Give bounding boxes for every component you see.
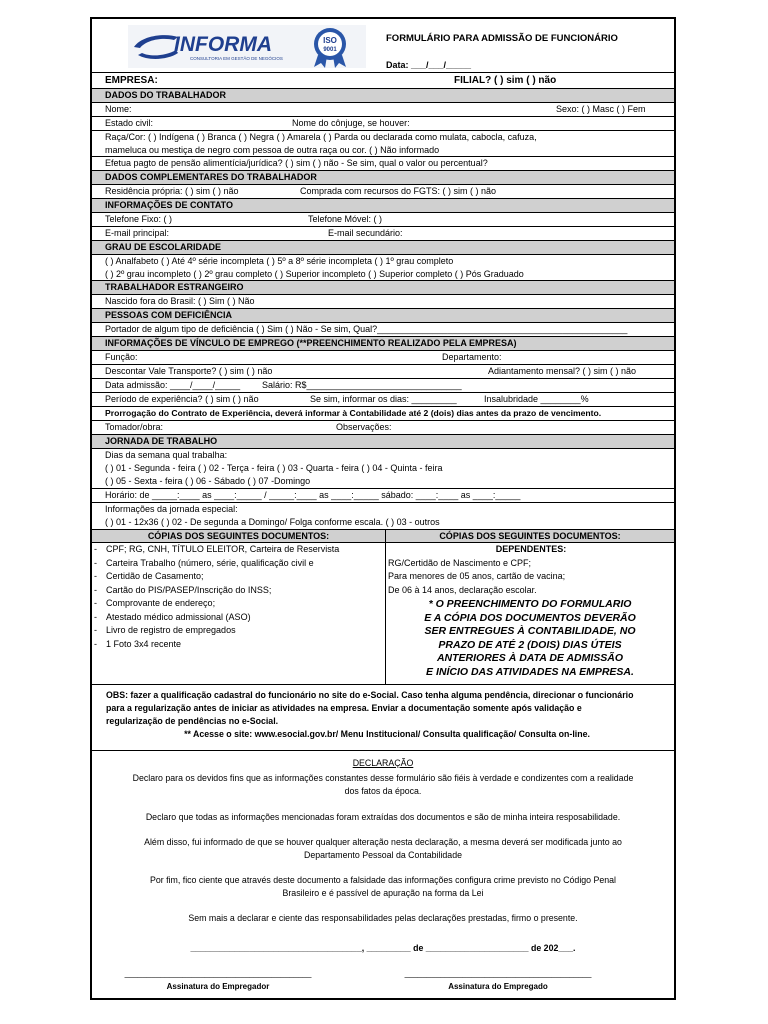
nascido-fora-field[interactable]: Nascido fora do Brasil: ( ) Sim ( ) Não	[92, 295, 674, 309]
declaracao-p4b: Brasileiro e é passível de apuração na forma da Lei	[282, 888, 484, 898]
declaracao-block	[92, 751, 674, 1009]
signature-line-empregador: __________________________________________	[124, 969, 312, 978]
declaracao-p1b: dos fatos da época.	[344, 786, 422, 796]
local-data-field[interactable]: ___________________________________, _________ de _____________________ de 202___.	[190, 943, 576, 953]
obs-line-3: regularização de pendências no e-Social.	[106, 716, 279, 726]
experiencia-row	[92, 393, 674, 407]
admission-form	[90, 17, 676, 1000]
insalubridade-field[interactable]: Insalubridade ________%	[484, 394, 589, 404]
empresa-row	[92, 73, 674, 89]
residencia-field[interactable]: Residência própria: ( ) sim ( ) não	[105, 186, 239, 196]
seal-text: ISO	[323, 36, 337, 45]
form-header	[92, 19, 674, 73]
bullet-dash: -	[94, 625, 97, 635]
documento-item-text: CPF; RG, CNH, TÍTULO ELEITOR, Carteira de Reservista	[106, 544, 340, 554]
section-jornada: JORNADA DE TRABALHO	[92, 435, 674, 449]
section-dados-trabalhador: DADOS DO TRABALHADOR	[92, 89, 674, 103]
documento-item	[92, 638, 385, 652]
tomador-field[interactable]: Tomador/obra:	[105, 422, 164, 432]
section-dados-complementares: DADOS COMPLEMENTARES DO TRABALHADOR	[92, 171, 674, 185]
seal-number: 9001	[323, 47, 337, 53]
documentos-trabalhador	[92, 530, 386, 684]
vale-row	[92, 365, 674, 379]
dependentes-list	[386, 557, 674, 598]
notice-line: * O PREENCHIMENTO DO FORMULARIO	[428, 598, 632, 610]
signatures	[92, 969, 674, 1009]
dependente-item: De 06 à 14 anos, declaração escolar.	[388, 584, 537, 595]
obs-line-1: OBS: fazer a qualificação cadastral do funcionário no site do e-Social. Caso tenha alguma pendência, direcionar o funcionário	[106, 690, 634, 700]
bullet-dash: -	[94, 557, 97, 568]
section-contato: INFORMAÇÕES DE CONTATO	[92, 199, 674, 213]
form-title: FORMULÁRIO PARA ADMISSÃO DE FUNCIONÁRIO	[386, 33, 618, 44]
documento-item-text: Carteira Trabalho (número, série, qualificação civil e	[106, 557, 314, 568]
informa-logo	[128, 25, 366, 68]
data-admissao-field[interactable]: Data admissão: ____/____/_____	[105, 380, 241, 390]
bullet-dash: -	[94, 571, 97, 581]
documentos-right-title: CÓPIAS DOS SEGUINTES DOCUMENTOS:	[386, 530, 674, 543]
dias-experiencia-field[interactable]: Se sim, informar os dias: _________	[310, 394, 457, 404]
funcao-field[interactable]: Função:	[105, 352, 138, 362]
date-field[interactable]: Data: ___/___/_____	[386, 60, 472, 70]
declaracao-p1a: Declaro para os devidos fins que as informações constantes desse formulário são fiéis à verdade e condizentes com a realidade	[132, 773, 634, 783]
documento-item	[92, 611, 385, 625]
signature-empregado[interactable]	[390, 969, 606, 991]
obs-block	[92, 685, 674, 751]
salario-field[interactable]: Salário: R$_______________________________	[262, 380, 462, 390]
dias-semana-label: Dias da semana qual trabalha:	[105, 450, 228, 460]
documento-item	[92, 543, 385, 557]
bullet-dash: -	[94, 584, 97, 595]
signature-label-empregador: Assinatura do Empregador	[166, 982, 270, 991]
raca-line-2: mameluca ou mestiça de negro com pessoa de outra raça ou cor. ( ) Não informado	[105, 144, 440, 155]
nome-field[interactable]: Nome:	[105, 104, 132, 114]
bullet-dash: -	[94, 598, 97, 608]
section-estrangeiro: TRABALHADOR ESTRANGEIRO	[92, 281, 674, 295]
bullet-dash: -	[94, 611, 97, 622]
declaracao-p4a: Por fim, fico ciente que através deste documento a falsidade das informações configura crime previsto no Código Penal	[150, 875, 616, 885]
documento-item	[92, 570, 385, 584]
declaracao-p3b: Departamento Pessoal da Contabilidade	[304, 850, 462, 860]
residencia-row	[92, 185, 674, 199]
documento-item	[92, 597, 385, 611]
pensao-field[interactable]: Efetua pagto de pensão alimentícia/jurídica? ( ) sim ( ) não - Se sim, qual o valor ou percentual?	[92, 157, 674, 171]
declaracao-p2: Declaro que todas as informações mencionadas foram extraídas dos documentos e são de minha inteira resposabilidade.	[145, 812, 621, 822]
estado-civil-field[interactable]: Estado civil:	[105, 118, 154, 128]
signature-label-empregado: Assinatura do Empregado	[448, 982, 548, 991]
jornada-especial-block[interactable]	[92, 503, 674, 530]
dependente-item: RG/Certidão de Nascimento e CPF;	[388, 557, 532, 568]
notice-line: E A CÓPIA DOS DOCUMENTOS DEVERÃO	[424, 611, 636, 624]
email-row	[92, 227, 674, 241]
escolaridade-row[interactable]	[92, 255, 674, 281]
telefone-row	[92, 213, 674, 227]
tomador-row	[92, 421, 674, 435]
sexo-field[interactable]: Sexo: ( ) Masc ( ) Fem	[556, 104, 646, 114]
documentos-dependentes	[386, 530, 674, 684]
documento-item-text: Comprovante de endereço;	[106, 598, 216, 608]
documento-item-text: Certidão de Casamento;	[106, 571, 204, 581]
documento-item-text: Livro de registro de empregados	[106, 625, 236, 635]
prazo-notice	[386, 598, 674, 680]
documento-item-text: Cartão do PIS/PASEP/Inscrição do INSS;	[106, 584, 272, 595]
deficiencia-field[interactable]: Portador de algum tipo de deficiência ( ) Sim ( ) Não - Se sim, Qual?__________________________________________________	[92, 323, 674, 337]
documento-item	[92, 624, 385, 638]
section-vinculo: INFORMAÇÕES DE VÍNCULO DE EMPREGO (**PREENCHIMENTO REALIZADO PELA EMPRESA)	[92, 337, 674, 351]
notice-line: E INÍCIO DAS ATIVIDADES NA EMPRESA.	[426, 665, 634, 678]
logo-subtitle: CONSULTORIA EM GESTÃO DE NEGÓCIOS	[190, 56, 283, 61]
bullet-dash: -	[94, 638, 97, 649]
signature-line-empregado: __________________________________________	[404, 969, 592, 978]
documento-item	[92, 557, 385, 571]
documento-item-text: 1 Foto 3x4 recente	[106, 638, 182, 649]
dependentes-label: DEPENDENTES:	[495, 544, 567, 554]
nome-row	[92, 103, 674, 117]
jornada-especial-options: ( ) 01 - 12x36 ( ) 02 - De segunda a Domingo/ Folga conforme escala. ( ) 03 - outros	[105, 516, 440, 527]
admissao-row	[92, 379, 674, 393]
telefone-movel-field[interactable]: Telefone Móvel: ( )	[308, 214, 383, 224]
departamento-field[interactable]: Departamento:	[442, 352, 502, 362]
documento-item-text: Atestado médico admissional (ASO)	[106, 611, 251, 622]
documentos-list	[92, 543, 385, 651]
dias-line-2: ( ) 05 - Sexta - feira ( ) 06 - Sábado ( ) 07 -Domingo	[105, 475, 311, 486]
bullet-dash: -	[94, 544, 97, 554]
escolaridade-line-2: ( ) 2º grau incompleto ( ) 2º grau completo ( ) Superior incompleto ( ) Superior completo ( ) Pós Graduado	[105, 268, 524, 279]
prorrogacao-note: Prorrogação do Contrato de Experiência, deverá informar à Contabilidade até 2 (dois) dias antes da prazo de vencimento.	[92, 407, 674, 421]
notice-line: ANTERIORES À DATA DE ADMISSÃO	[436, 652, 624, 665]
documentos-left-title: CÓPIAS DOS SEGUINTES DOCUMENTOS:	[92, 530, 385, 543]
conjuge-field[interactable]: Nome do cônjuge, se houver:	[292, 118, 410, 128]
filial-field[interactable]: FILIAL? ( ) sim ( ) não	[454, 75, 557, 86]
horario-field[interactable]: Horário: de _____:____ as ____:_____ / _____:____ as ____:_____ sábado: ____:____ as ____:_____	[92, 489, 674, 503]
signature-empregador[interactable]	[110, 969, 326, 991]
documentos-section	[92, 530, 674, 685]
dias-line-1: ( ) 01 - Segunda - feira ( ) 02 - Terça - feira ( ) 03 - Quarta - feira ( ) 04 - Quinta - feira	[105, 462, 443, 473]
documento-item	[92, 584, 385, 598]
empresa-field[interactable]: EMPRESA:	[105, 75, 158, 86]
dias-semana-block[interactable]	[92, 449, 674, 489]
logo-text: INFORMA	[174, 33, 272, 56]
funcao-row	[92, 351, 674, 365]
adiantamento-field[interactable]: Adiantamento mensal? ( ) sim ( ) não	[488, 366, 637, 376]
estado-civil-row	[92, 117, 674, 131]
dependente-item: Para menores de 05 anos, cartão de vacina;	[388, 571, 566, 581]
raca-row[interactable]	[92, 131, 674, 157]
escolaridade-line-1: ( ) Analfabeto ( ) Até 4º série incompleta ( ) 5º a 8º série incompleta ( ) 1º grau completo	[105, 256, 454, 266]
notice-line: PRAZO DE ATÉ 2 (DOIS) DIAS ÚTEIS	[438, 638, 622, 651]
section-deficiencia: PESSOAS COM DEFICIÊNCIA	[92, 309, 674, 323]
telefone-fixo-field[interactable]: Telefone Fixo: ( )	[105, 214, 173, 224]
vale-transporte-field[interactable]: Descontar Vale Transporte? ( ) sim ( ) não	[105, 366, 273, 376]
declaracao-title: DECLARAÇÃO	[352, 758, 414, 768]
fgts-field[interactable]: Comprada com recursos do FGTS: ( ) sim ( ) não	[300, 186, 497, 196]
email-principal-field[interactable]: E-mail principal:	[105, 228, 170, 238]
email-secundario-field[interactable]: E-mail secundário:	[328, 228, 403, 238]
raca-line-1: Raça/Cor: ( ) Indígena ( ) Branca ( ) Negra ( ) Amarela ( ) Parda ou declarada como mulata, cabocla, cafuza,	[105, 132, 537, 142]
observacoes-field[interactable]: Observações:	[336, 422, 392, 432]
section-escolaridade: GRAU DE ESCOLARIDADE	[92, 241, 674, 255]
experiencia-field[interactable]: Período de experiência? ( ) sim ( ) não	[105, 394, 259, 404]
notice-line: SER ENTREGUES À CONTABILIDADE, NO	[424, 625, 636, 638]
declaracao-p3a: Além disso, fui informado de que se houver qualquer alteração nesta declaração, a mesma deverá ser modificada junto ao	[144, 837, 622, 847]
declaracao-p5: Sem mais a declarar e ciente das responsabilidades pelas declarações prestadas, firmo o presente.	[188, 913, 578, 923]
jornada-especial-label: Informações da jornada especial:	[105, 504, 238, 514]
esocial-link-text: ** Acesse o site: www.esocial.gov.br/ Menu Institucional/ Consulta qualificação/ Consulta on-line.	[184, 729, 590, 739]
obs-line-2: para a regularização antes de iniciar as atividades na empresa. Enviar a documentação somente após validação e	[106, 703, 582, 713]
